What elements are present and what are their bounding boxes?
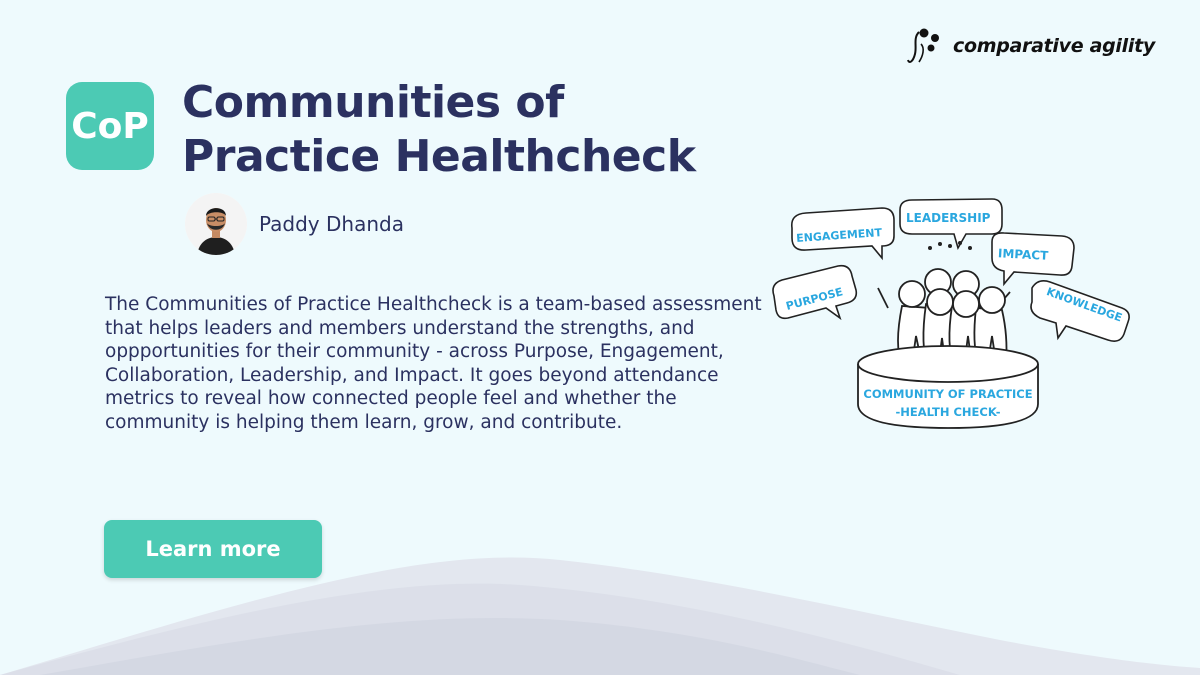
community-health-check-illustration bbox=[770, 196, 1142, 436]
title-line-2: Practice Healthcheck bbox=[182, 131, 696, 182]
bubble-purpose-label: PURPOSE bbox=[784, 285, 845, 313]
comparative-agility-logo-icon bbox=[905, 24, 945, 68]
badge-label: CoP bbox=[71, 105, 149, 147]
bubble-engagement-label: ENGAGEMENT bbox=[795, 226, 883, 246]
bubble-knowledge-label: KNOWLEDGE bbox=[1044, 285, 1124, 325]
learn-more-button[interactable]: Learn more bbox=[104, 520, 322, 578]
page-title bbox=[182, 76, 695, 184]
author-name: Paddy Dhanda bbox=[259, 212, 404, 236]
bubble-leadership-label: LEADERSHIP bbox=[906, 211, 991, 225]
bubble-impact-label: IMPACT bbox=[997, 246, 1049, 263]
brand-name: comparative agility bbox=[953, 35, 1155, 57]
brand-logo[interactable] bbox=[905, 24, 1155, 68]
description: The Communities of Practice Healthcheck is a team-based assessment that helps leaders and members understand the strengths, and oppportunities for their community - across Purpose, Engagement, Collaboration, Leadership, and Impact. It goes beyond attendance metrics to reveal how connected people feel and whether the community is helping them learn, grow, and contribute. bbox=[105, 294, 762, 433]
podium-line-2: -HEALTH CHECK- bbox=[895, 405, 1001, 419]
author bbox=[185, 193, 404, 255]
avatar bbox=[185, 193, 247, 255]
person-avatar-icon bbox=[185, 193, 247, 255]
cop-badge bbox=[66, 82, 154, 170]
podium-line-1: COMMUNITY OF PRACTICE bbox=[863, 387, 1033, 401]
title-line-1: Communities of bbox=[182, 77, 564, 128]
